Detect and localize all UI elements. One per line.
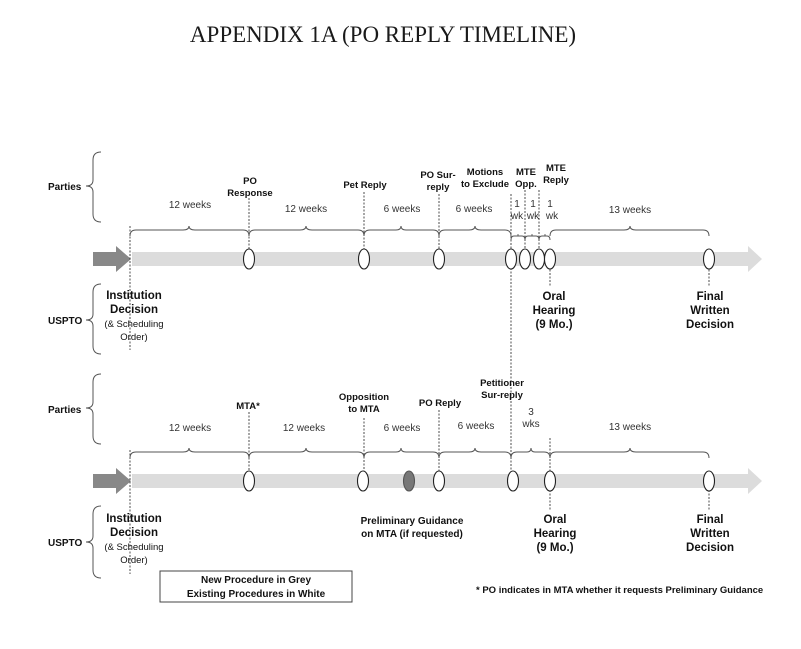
node-final-decision-top: [704, 249, 715, 269]
event-label-petitioner-sur-reply: Petitioner: [480, 378, 524, 389]
duration-brace: [364, 448, 439, 458]
duration-brace: [364, 226, 439, 236]
node-motions-exclude: [506, 249, 517, 269]
start-arrow-top: [93, 246, 131, 272]
uspto-institution-sub-bottom: (& Scheduling: [104, 542, 164, 553]
uspto-oral-hearing-top: Oral: [542, 291, 566, 303]
uspto-institution-top: Institution: [106, 290, 162, 302]
duration-brace: [525, 235, 539, 241]
duration-label: 1: [547, 199, 553, 210]
legend-new-procedure: New Procedure in Grey: [200, 575, 312, 586]
uspto-final-bottom: Final: [696, 514, 724, 526]
uspto-brace-bottom: [86, 506, 101, 578]
duration-label: 3: [528, 407, 534, 418]
event-label-mte-opp: MTE: [515, 167, 537, 178]
duration-label: 12 weeks: [168, 200, 212, 211]
node-po-sur-reply: [434, 249, 445, 269]
duration-brace: [550, 448, 709, 458]
uspto-oral-hearing-bottom: (9 Mo.): [536, 542, 574, 554]
duration-brace: [249, 448, 364, 458]
bottom-timeline: [48, 374, 762, 578]
duration-brace: [130, 226, 249, 236]
uspto-final-top: Decision: [686, 319, 734, 331]
uspto-final-bottom: Decision: [686, 542, 734, 554]
event-label-po-reply: PO Reply: [418, 398, 462, 409]
duration-label: wk: [510, 211, 524, 222]
duration-label: 1: [530, 199, 536, 210]
uspto-institution-sub-bottom: Order): [120, 555, 148, 566]
uspto-institution-top: Decision: [110, 304, 158, 316]
node-oral-hearing-bottom: [545, 471, 556, 491]
duration-brace: [550, 226, 709, 236]
node-preliminary-guidance: [404, 471, 415, 491]
node-mta: [244, 471, 255, 491]
duration-label: 6 weeks: [455, 204, 493, 215]
duration-label: wk: [526, 211, 540, 222]
start-arrow-bottom: [93, 468, 131, 494]
duration-label: 6 weeks: [383, 423, 421, 434]
node-pet-reply: [359, 249, 370, 269]
node-oral-hearing-top: [545, 249, 556, 269]
uspto-oral-hearing-top: Hearing: [532, 305, 576, 317]
node-opposition-mta: [358, 471, 369, 491]
uspto-preliminary-guidance: Preliminary Guidance: [360, 516, 464, 527]
event-label-opposition-mta: Opposition: [338, 392, 390, 403]
node-mte-reply: [534, 249, 545, 269]
event-label-po-sur-reply: PO Sur-: [420, 170, 456, 181]
duration-brace: [439, 448, 511, 458]
page-title: APPENDIX 1A (PO REPLY TIMELINE): [189, 22, 577, 47]
event-label-mte-opp: Opp.: [515, 179, 537, 190]
duration-brace: [539, 235, 550, 241]
uspto-final-top: Final: [696, 291, 724, 303]
event-label-mta: MTA*: [236, 401, 260, 412]
legend-existing-procedures: Existing Procedures in White: [186, 589, 326, 600]
duration-label: 1: [514, 199, 520, 210]
parties-brace-bottom: [86, 374, 101, 444]
node-petitioner-sur-reply: [508, 471, 519, 491]
event-label-pet-reply: Pet Reply: [343, 180, 387, 191]
uspto-preliminary-guidance: on MTA (if requested): [361, 529, 463, 540]
event-label-po-response: Response: [227, 188, 273, 199]
duration-brace: [511, 235, 525, 241]
uspto-institution-bottom: Decision: [110, 527, 158, 539]
duration-label: 12 weeks: [284, 204, 328, 215]
event-label-motions-exclude: to Exclude: [460, 179, 510, 190]
track-bar-top: [132, 246, 762, 272]
event-label-po-response: PO: [243, 176, 257, 187]
event-label-petitioner-sur-reply: Sur-reply: [481, 390, 523, 401]
parties-label-top: Parties: [48, 182, 82, 193]
duration-brace: [130, 448, 249, 458]
event-label-mte-reply: MTE: [545, 163, 567, 174]
uspto-oral-hearing-bottom: Oral: [543, 514, 567, 526]
node-mte-opp: [520, 249, 531, 269]
duration-brace: [511, 448, 550, 458]
duration-label: 6 weeks: [457, 421, 495, 432]
duration-label: 13 weeks: [608, 422, 652, 433]
uspto-label-top: USPTO: [48, 316, 83, 327]
uspto-oral-hearing-bottom: Hearing: [533, 528, 577, 540]
footnote: * PO indicates in MTA whether it requests Preliminary Guidance: [476, 585, 764, 596]
node-po-reply: [434, 471, 445, 491]
duration-label: 13 weeks: [608, 205, 652, 216]
node-final-decision-bottom: [704, 471, 715, 491]
parties-label-bottom: Parties: [48, 405, 82, 416]
uspto-label-bottom: USPTO: [48, 538, 83, 549]
duration-label: 6 weeks: [383, 204, 421, 215]
track-bar-bottom: [132, 468, 762, 494]
event-label-mte-reply: Reply: [543, 175, 569, 186]
duration-brace: [249, 226, 364, 236]
duration-label: wks: [522, 419, 540, 430]
parties-brace-top: [86, 152, 101, 222]
uspto-final-top: Written: [690, 305, 730, 317]
event-label-opposition-mta: to MTA: [348, 404, 380, 415]
node-po-response: [244, 249, 255, 269]
uspto-institution-bottom: Institution: [106, 513, 162, 525]
duration-label: 12 weeks: [168, 423, 212, 434]
duration-label: 12 weeks: [282, 423, 326, 434]
event-label-motions-exclude: Motions: [466, 167, 504, 178]
uspto-oral-hearing-top: (9 Mo.): [535, 319, 573, 331]
duration-brace: [439, 226, 511, 236]
duration-label: wk: [545, 211, 559, 222]
uspto-institution-sub-top: Order): [120, 332, 148, 343]
uspto-final-bottom: Written: [690, 528, 730, 540]
uspto-institution-sub-top: (& Scheduling: [104, 319, 164, 330]
event-label-po-sur-reply: reply: [426, 182, 450, 193]
uspto-brace-top: [86, 284, 101, 354]
